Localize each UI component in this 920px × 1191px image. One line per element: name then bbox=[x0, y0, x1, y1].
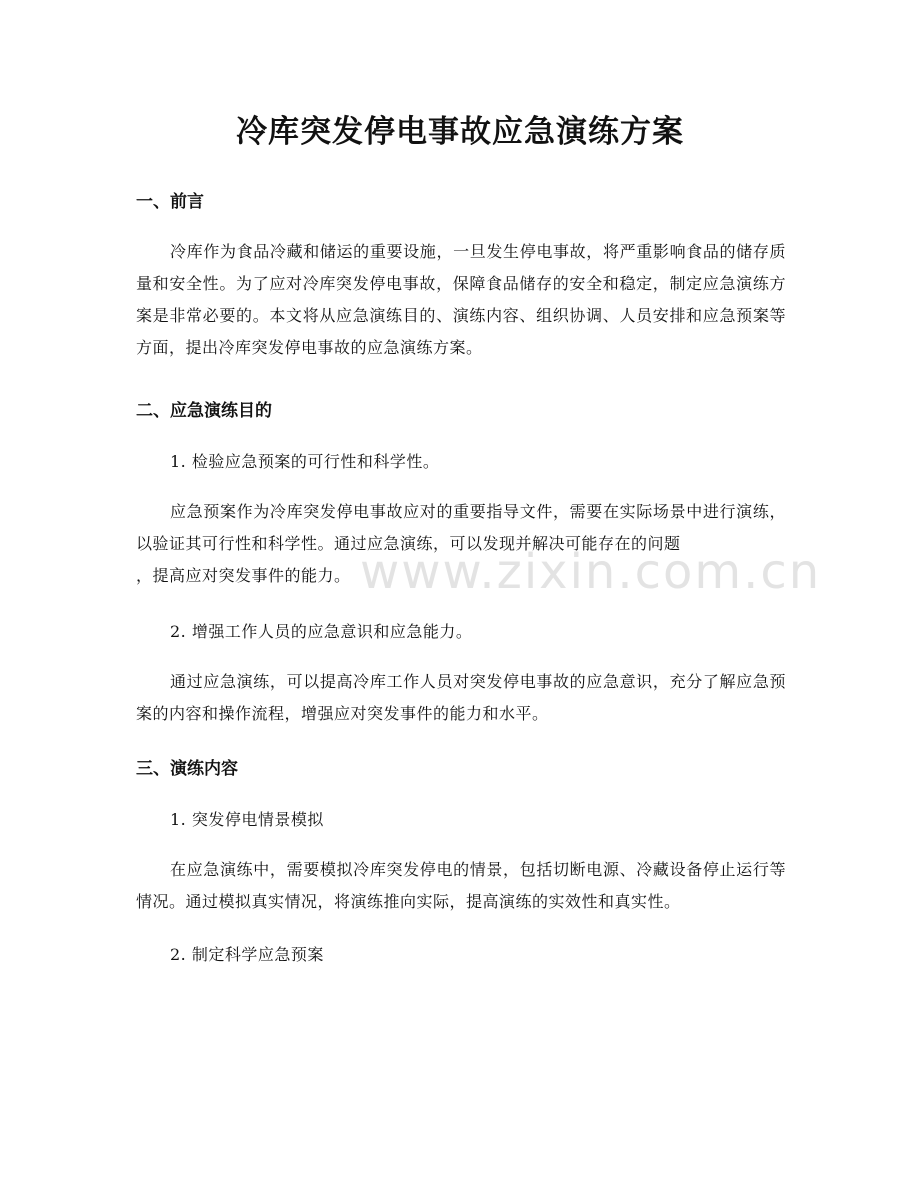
purpose-item-1-paragraph-line1: 应急预案作为冷库突发停电事故应对的重要指导文件，需要在实际场景中进行演练，以验证其可行性和科学性。通过应急演练，可以发现并解决可能存在的问题 bbox=[136, 502, 786, 553]
watermark: www.zixin.com.cn bbox=[360, 544, 822, 600]
preface-paragraph: 冷库作为食品冷藏和储运的重要设施，一旦发生停电事故，将严重影响食品的储存质量和安全性。为了应对冷库突发停电事故，保障食品储存的安全和稳定，制定应急演练方案是非常必要的。本文将从应急演练目的、演练内容、组织协调、人员安排和应急预案等方面，提出冷库突发停电事故的应急演练方案。 bbox=[136, 242, 786, 357]
content-item-2-title: 2. 制定科学应急预案 bbox=[170, 945, 324, 964]
section-heading-content: 三、演练内容 bbox=[136, 759, 238, 779]
section-heading-preface: 一、前言 bbox=[136, 192, 204, 212]
content-item-1-title: 1. 突发停电情景模拟 bbox=[170, 810, 324, 829]
purpose-item-2-paragraph: 通过应急演练，可以提高冷库工作人员对突发停电事故的应急意识，充分了解应急预案的内容和操作流程，增强应对突发事件的能力和水平。 bbox=[136, 672, 786, 723]
purpose-item-1-title: 1. 检验应急预案的可行性和科学性。 bbox=[170, 452, 440, 471]
section-heading-purpose: 二、应急演练目的 bbox=[136, 401, 272, 421]
purpose-item-2-title: 2. 增强工作人员的应急意识和应急能力。 bbox=[170, 622, 473, 641]
document-title: 冷库突发停电事故应急演练方案 bbox=[236, 114, 684, 150]
purpose-item-1-paragraph-line2: ，提高应对突发事件的能力。 bbox=[136, 566, 351, 585]
content-item-1-paragraph: 在应急演练中，需要模拟冷库突发停电的情景，包括切断电源、冷藏设备停止运行等情况。通过模拟真实情况，将演练推向实际，提高演练的实效性和真实性。 bbox=[136, 860, 786, 911]
